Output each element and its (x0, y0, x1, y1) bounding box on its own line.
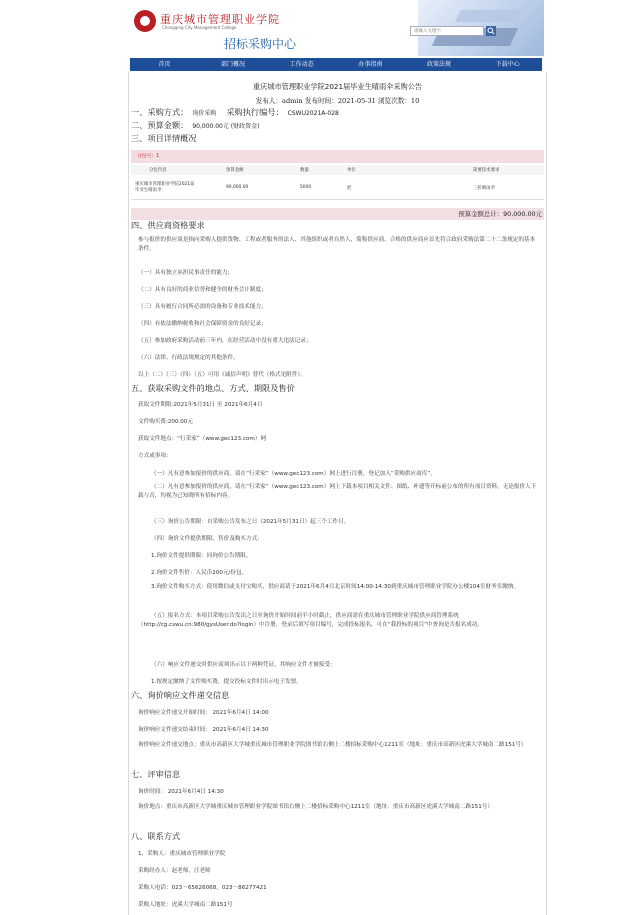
method-item: （二）凡有意参加报价的供应商，请在“行采家”（www.gec123.com）网上下载本项目相关文件、图纸、补遗等开标前公布的所有项目资料，无论报价人下载与否，均视为已知晓所有招标内容。 (138, 484, 537, 499)
nav-home[interactable]: 首页 (158, 61, 171, 68)
project-table (131, 165, 544, 205)
contact-phone: 采购人电话：023－65626068，023－86277421 (138, 885, 267, 891)
section-5-heading: 五、获取采购文件的地点、方式、期限及售价 (131, 383, 295, 393)
table-cell-content: 重庆城市管理职业学院2021届毕业生晴雨伞 (135, 182, 195, 193)
school-name-en: Chongqing City Management College (162, 25, 237, 30)
qualification-item: （三）具有履行合同所必需的设备和专业技术能力； (138, 304, 267, 310)
table-cell-quantity: 5000 (300, 185, 312, 190)
document-period: 获取文件期限:2021年5月31日 至 2021年6月4日 (138, 402, 263, 408)
document-location: 获取文件地点：“行采家”（www.gec123.com）网 (138, 436, 266, 442)
main-nav (130, 58, 542, 71)
submission-end: 询价响应文件递交结束时间： 2021年6月4日 14:30 (138, 727, 269, 733)
qualification-item: （二）具有良好的商业信誉和健全的财务会计制度； (138, 287, 267, 293)
site-header (128, 0, 544, 56)
document-fee: 文件购买费:200.00元 (138, 419, 194, 425)
table-header-quantity: 数量 (300, 168, 309, 173)
table-cell-unit: 把 (347, 186, 352, 191)
table-header-budget: 预算金额 (226, 168, 244, 173)
method-subitem: 2.询价文件售价：人民币200元/份包。 (151, 570, 248, 576)
contact-person: 采购经办人：赵老师，汪老师 (138, 868, 211, 874)
qualification-item: （一）具有独立承担民事责任的能力； (138, 270, 234, 276)
method-item: （六）响应文件递交时供应商须出示以下两种凭证，其响应文件才被接受： (151, 662, 336, 668)
review-place: 询价地点：重庆市高新区大学城重庆城市管理职业学院图书馆右侧上二楼招标采购中心1211室（地址：重庆市高新区虎溪大学城南二路151号） (138, 804, 493, 810)
search-icon (486, 26, 496, 36)
school-logo[interactable] (134, 10, 156, 32)
qualification-item: （六）法律、行政法规规定的其他条件。 (138, 355, 239, 361)
contact-address: 采购人地址：虎溪大学城南二路151号 (138, 902, 233, 908)
budget-total: 预算金额总计：90,000.00元 (131, 208, 544, 220)
nav-about[interactable]: 部门概况 (221, 61, 246, 68)
qualification-intro: 参与报价的供应商是指向采购人提供货物、工程或者服务的法人、其他组织或者自然人，简称供应商。合格的供应商应首先符合政府采购法第二十二条规定的基本条件。 (138, 237, 536, 252)
table-cell-requirement: 三折晴雨伞 (473, 186, 495, 191)
qualification-note: 以上（二）（三）（四）（五）可用《诚信声明》替代（格式见附件）。 (138, 372, 306, 378)
execution-no: CSWU2021A-028 (287, 110, 339, 117)
section-3-heading: 三、项目详情概况 (131, 133, 197, 143)
procurement-method: 询价采购 (192, 110, 217, 117)
school-name: 重庆城市管理职业学院 (160, 13, 280, 26)
section-2-heading (131, 120, 259, 131)
submission-start: 询价响应文件递交开始时间： 2021年6月4日 14:00 (138, 710, 269, 716)
section-7-heading: 七、评审信息 (131, 769, 181, 779)
method-item: （三）询价公告期限：自采购公告发布之日（2021年5月31日）起三个工作日。 (151, 519, 350, 525)
method-item: （一）凡有意参加报价的供应商，请在“行采家”（www.gec123.com）网上进行注册，登记加入“采购供应商库”。 (151, 471, 436, 477)
budget-amount: 90,000.00元 (财政资金) (192, 123, 260, 130)
method-subitem: 1.询价文件提供期限：同询价公告期限。 (151, 553, 252, 559)
package-number: 分包号：1 (131, 150, 544, 163)
search-button[interactable] (486, 26, 496, 36)
method-item: （五）报名方式：本项目采购公告发出之日至询价开始时间前半小时截止，供应商需在重庆城市管理职业学院供应商管理系统（http://cg.cswu.cn:980/gysUser.do?login）中注册，登录后填写项目编号，完成投标报名，可在“我投标的项目”中查询是否报名成功。 (138, 613, 483, 628)
method-subitem: 3.询价文件购买方式：使用微信或支付宝购买，供应商请于2021年6月4日北京时间14:00-14:30到重庆城市管理职业学院办公楼104室财务室缴纳。 (151, 584, 520, 590)
nav-guide[interactable]: 办事指南 (358, 61, 383, 68)
execution-no-label: 采购执行编号： (226, 107, 284, 117)
section-6-heading: 六、询价响应文件递交信息 (131, 690, 230, 700)
search-input[interactable]: 请输入关键字 (410, 26, 484, 36)
site-title: 招标采购中心 (224, 37, 297, 51)
nav-download[interactable]: 下载中心 (495, 61, 520, 68)
article-meta: 发布人：admin 发布时间：2021-05-31 浏览次数：10 (255, 97, 420, 105)
section-2-label: 二、预算金额： (131, 120, 189, 130)
table-cell-budget: 90,000.00 (226, 185, 249, 190)
qualification-item: （四）有依法缴纳税收和社会保障资金的良好记录； (138, 321, 267, 327)
nav-policy[interactable]: 政策法规 (427, 61, 452, 68)
method-title: 方式或事项： (138, 453, 172, 459)
section-8-heading: 八、联系方式 (131, 831, 181, 841)
article (128, 72, 547, 915)
section-4-heading: 四、供应商资格要求 (131, 220, 205, 230)
qualification-item: （五）参加政府采购活动前三年内，在经营活动中没有重大违法记录； (138, 338, 312, 344)
section-1-heading (131, 107, 339, 118)
review-time: 询价时间： 2021年6月4日 14:30 (138, 789, 224, 795)
nav-news[interactable]: 工作动态 (289, 61, 314, 68)
method-item: （四）询价文件提供期限、售价及购买方式： (151, 536, 263, 542)
section-1-label: 一、采购方式： (131, 107, 189, 117)
contact-buyer: 1、采购人：重庆城市管理职业学院 (138, 851, 226, 857)
submission-place: 询价响应文件递交地点：重庆市高新区大学城重庆城市管理职业学院图书馆右侧上二楼招标采购中心1211室（地址：重庆市高新区虎溪大学城南二路151号） (138, 742, 527, 748)
article-title: 重庆城市管理职业学院2021届毕业生晴雨伞采购公告 (252, 82, 423, 91)
table-header-requirement: 简要技术要求 (473, 168, 500, 173)
method-subitem: 1.按规定缴纳了文件购买费，提交投标文件时出示电子发票。 (151, 679, 302, 685)
table-header-content: 分包内容 (149, 168, 167, 173)
table-header-unit: 单位 (347, 168, 356, 173)
